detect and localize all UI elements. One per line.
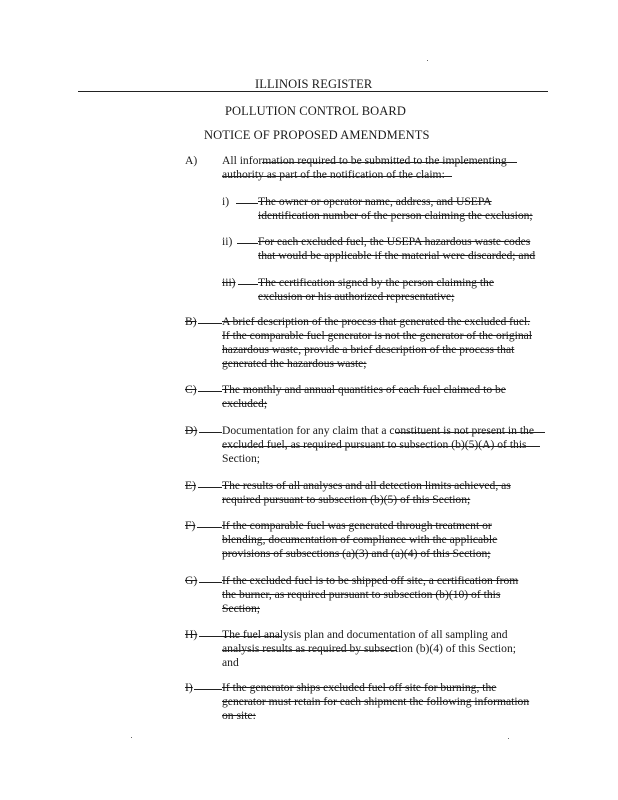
item-label: H) (185, 628, 198, 641)
item-label: G) (185, 574, 198, 587)
item-line: Section; (222, 452, 260, 465)
item-label: D) (185, 424, 198, 437)
scan-speck (508, 738, 509, 739)
strike-line (395, 432, 545, 433)
item-line: blending, documentation of compliance with the applicable (222, 533, 498, 546)
item-line: generator must retain for each shipment the following information (222, 695, 530, 708)
item-label: i) (222, 195, 230, 208)
item-line: and (222, 656, 239, 669)
item-line: authority as part of the notification of the claim: (222, 168, 445, 181)
scan-speck (427, 60, 428, 61)
item-line: analysis results as required by subsection (b)(4) of this Section; (222, 642, 516, 655)
item-line: The certification signed by the person claiming the (258, 276, 494, 289)
register-title: ILLINOIS REGISTER (255, 77, 373, 91)
item-line: exclusion or his authorized representative; (258, 290, 455, 303)
item-line: the burner, as required pursuant to subsection (b)(10) of this (222, 588, 501, 601)
leader-dash (236, 203, 258, 204)
item-line: The fuel analysis plan and documentation of all sampling and (222, 628, 508, 641)
leader-dash (237, 243, 258, 244)
board-title: POLLUTION CONTROL BOARD (225, 104, 406, 118)
item-line: identification number of the person claiming the exclusion; (258, 209, 533, 222)
leader-dash (198, 391, 222, 392)
item-line: excluded fuel, as required pursuant to subsection (b)(5)(A) of this (222, 438, 527, 451)
item-label: ii) (222, 235, 233, 248)
strike-line (262, 162, 517, 163)
leader-dash (198, 323, 222, 324)
item-line: required pursuant to subsection (b)(5) of this Section; (222, 493, 471, 506)
item-line: Section; (222, 602, 260, 615)
strike-line (222, 650, 397, 651)
item-label: A) (185, 154, 198, 167)
item-label: E) (185, 479, 196, 492)
item-label: iii) (222, 276, 236, 289)
item-label: C) (185, 383, 197, 396)
strike-line (222, 446, 540, 447)
item-line: All information required to be submitted to the implementing (222, 154, 507, 167)
item-line: Documentation for any claim that a constituent is not present in the (222, 424, 534, 437)
item-line: on site: (222, 709, 256, 722)
item-line: excluded; (222, 397, 268, 410)
item-line: that would be applicable if the material were discarded; and (258, 249, 536, 262)
leader-dash (199, 636, 222, 637)
strike-line (222, 176, 452, 177)
leader-dash (238, 284, 258, 285)
item-line: provisions of subsections (a)(3) and (a)(4) of this Section; (222, 547, 491, 560)
item-line: If the excluded fuel is to be shipped off site, a certification from (222, 574, 519, 587)
item-line: If the comparable fuel was generated through treatment or (222, 519, 492, 532)
strike-line (222, 636, 282, 637)
notice-title: NOTICE OF PROPOSED AMENDMENTS (204, 128, 430, 142)
leader-dash (198, 487, 222, 488)
leader-dash (194, 689, 222, 690)
scan-speck (131, 737, 132, 738)
item-line: The results of all analyses and all detection limits achieved, as (222, 479, 511, 492)
leader-dash (199, 582, 222, 583)
header-rule (78, 91, 548, 92)
item-line: The owner or operator name, address, and USEPA (258, 195, 492, 208)
item-line: For each excluded fuel, the USEPA hazardous waste codes (258, 235, 531, 248)
leader-dash (197, 527, 222, 528)
item-label: I) (185, 681, 193, 694)
item-label: B) (185, 315, 197, 328)
item-line: A brief description of the process that generated the excluded fuel. (222, 315, 531, 328)
item-line: If the comparable fuel generator is not the generator of the original (222, 329, 533, 342)
item-label: F) (185, 519, 196, 532)
item-line: generated the hazardous waste; (222, 357, 367, 370)
leader-dash (199, 432, 222, 433)
item-line: The monthly and annual quantities of each fuel claimed to be (222, 383, 506, 396)
item-line: If the generator ships excluded fuel off site for burning, the (222, 681, 497, 694)
item-line: hazardous waste, provide a brief description of the process that (222, 343, 515, 356)
